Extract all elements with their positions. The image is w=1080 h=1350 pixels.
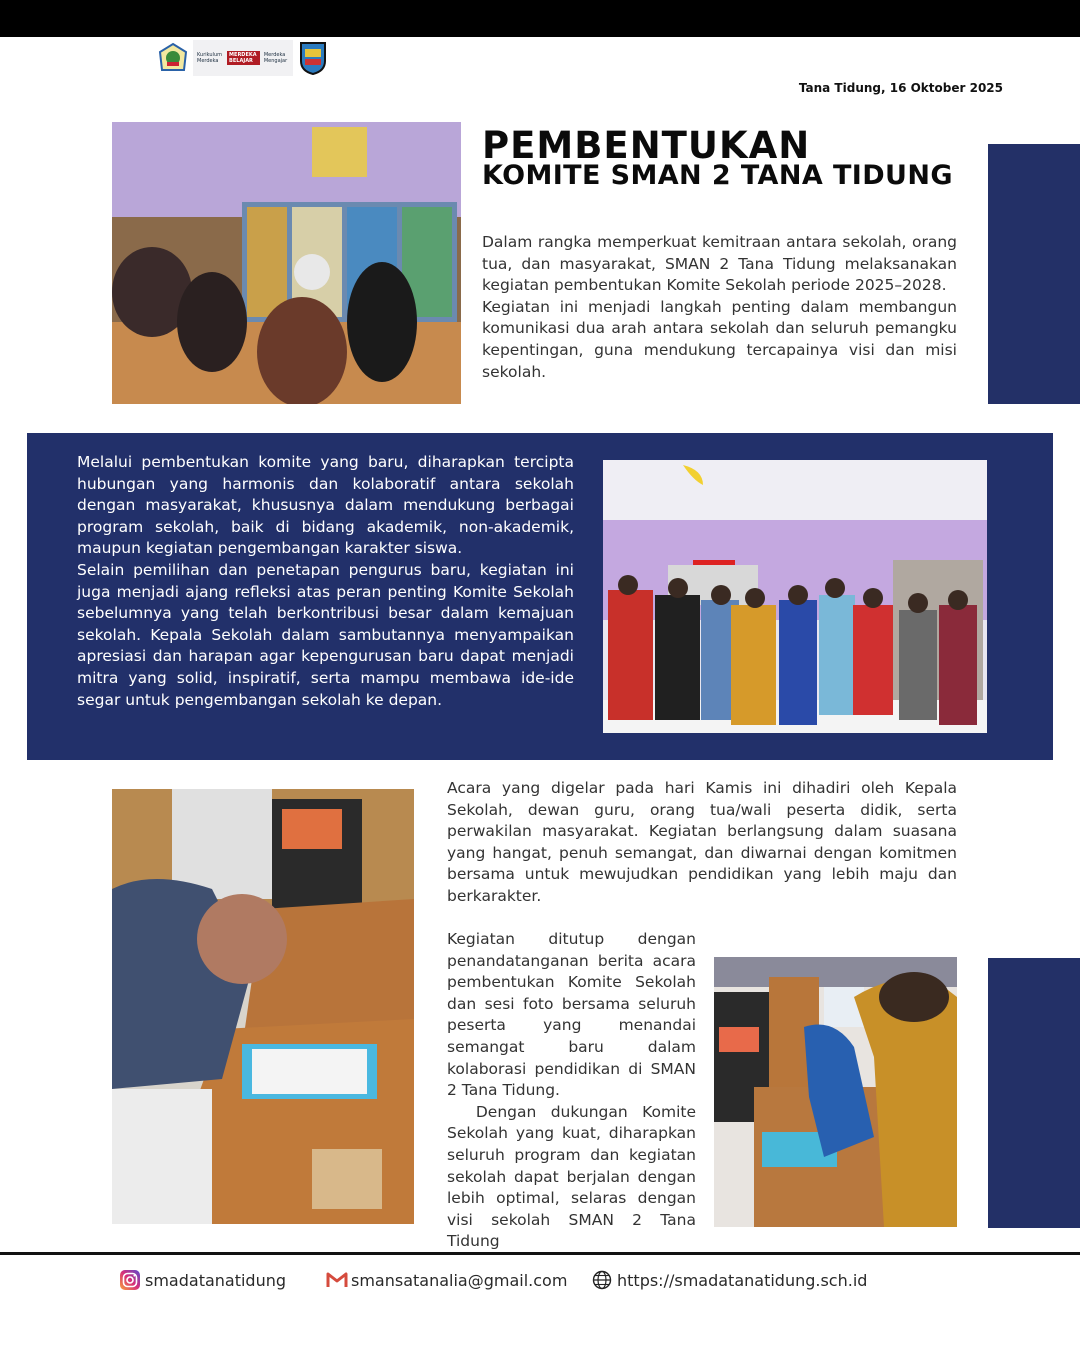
instagram-link[interactable] [120, 1270, 286, 1290]
gmail-icon [326, 1270, 346, 1290]
photo-signing-man [112, 789, 414, 1224]
article-title-line2: KOMITE SMAN 2 TANA TIDUNG [482, 160, 953, 191]
email-link[interactable] [326, 1270, 567, 1290]
email-address: smansatanalia@gmail.com [351, 1270, 568, 1290]
paragraph: Selain pemilihan dan penetapan pengurus baru, kegiatan ini juga menjadi ajang refleksi atas peran penting Komite Sekolah sebelumnya yang telah berkontribusi besar dalam kemajuan sekolah. Kepala Sekolah dalam sambutannya menyampaikan apresiasi dan harapan agar kepengurusan baru dapat menjadi mitra yang solid, inspiratif, serta mampu membawa ide-ide segar untuk pengembangan sekolah ke depan. [77, 560, 574, 709]
globe-icon [592, 1270, 612, 1290]
header-logos [157, 40, 329, 76]
paragraph: Kegiatan ini menjadi langkah penting dalam membangun komunikasi dua arah antara sekolah dan seluruh pemangku kepentingan, guna mendukung tercapainya visi dan misi sekolah. [482, 297, 957, 381]
photo-meeting [112, 122, 461, 404]
decorative-navy-block-top [988, 144, 1080, 404]
photo-signing-woman [714, 957, 957, 1227]
photo-group [603, 460, 987, 733]
website-link[interactable] [592, 1270, 867, 1290]
section-4-text [447, 929, 701, 1253]
decorative-navy-block-bottom [988, 958, 1080, 1228]
kurikulum-merdeka-logo: Kurikulum Merdeka [197, 52, 222, 64]
merdeka-belajar-logo: MERDEKA BELAJAR [227, 51, 260, 65]
paragraph: Dengan dukungan Komite Sekolah yang kuat, diharapkan seluruh program dan kegiatan sekolah dapat berjalan dengan lebih optimal, selaras dengan visi sekolah SMAN 2 Tana Tidung [447, 1102, 701, 1251]
section-1-text [482, 232, 957, 383]
section-2-text [77, 452, 574, 711]
kurikulum-merdeka-logo-strip [193, 40, 293, 76]
paragraph: Melalui pembentukan komite yang baru, diharapkan tercipta hubungan yang harmonis dan kolaboratif antara sekolah dengan masyarakat, khususnya dalam mendukung berbagai program sekolah, baik di bidang akademik, non-akademik, maupun kegiatan pengembangan karakter siswa. [77, 453, 574, 558]
top-black-bar [0, 0, 1080, 37]
instagram-handle: smadatanatidung [145, 1270, 287, 1290]
kabupaten-logo-left-icon [157, 42, 189, 74]
paragraph: Dalam rangka memperkuat kemitraan antara sekolah, orang tua, dan masyarakat, SMAN 2 Tana Tidung melaksanakan kegiatan pembentukan Komite Sekolah periode 2025–2028. [482, 233, 957, 295]
paragraph: Acara yang digelar pada hari Kamis ini dihadiri oleh Kepala Sekolah, dewan guru, orang tua/wali peserta didik, serta perwakilan masyarakat. Kegiatan berlangsung dalam suasana yang hangat, penuh semangat, dan diwarnai dengan komitmen bersama untuk mewujudkan pendidikan yang lebih maju dan berkarakter. [447, 779, 957, 905]
section-3-text [447, 778, 957, 908]
website-url: https://smadatanatidung.sch.id [617, 1270, 868, 1290]
instagram-icon [120, 1270, 140, 1290]
footer-divider [0, 1252, 1080, 1255]
merdeka-mengajar-logo: Merdeka Mengajar [263, 52, 288, 64]
footer-contacts [0, 1270, 1080, 1294]
kabupaten-logo-right-icon [297, 42, 329, 74]
article-title-line1: PEMBENTUKAN [482, 124, 811, 167]
publication-date: Tana Tidung, 16 Oktober 2025 [798, 81, 1003, 95]
paragraph: Kegiatan ditutup dengan penandatanganan berita acara pembentukan Komite Sekolah dan sesi foto bersama seluruh peserta yang menandai semangat baru dalam kolaborasi pendidikan di SMAN 2 Tana Tidung. [447, 930, 696, 1100]
